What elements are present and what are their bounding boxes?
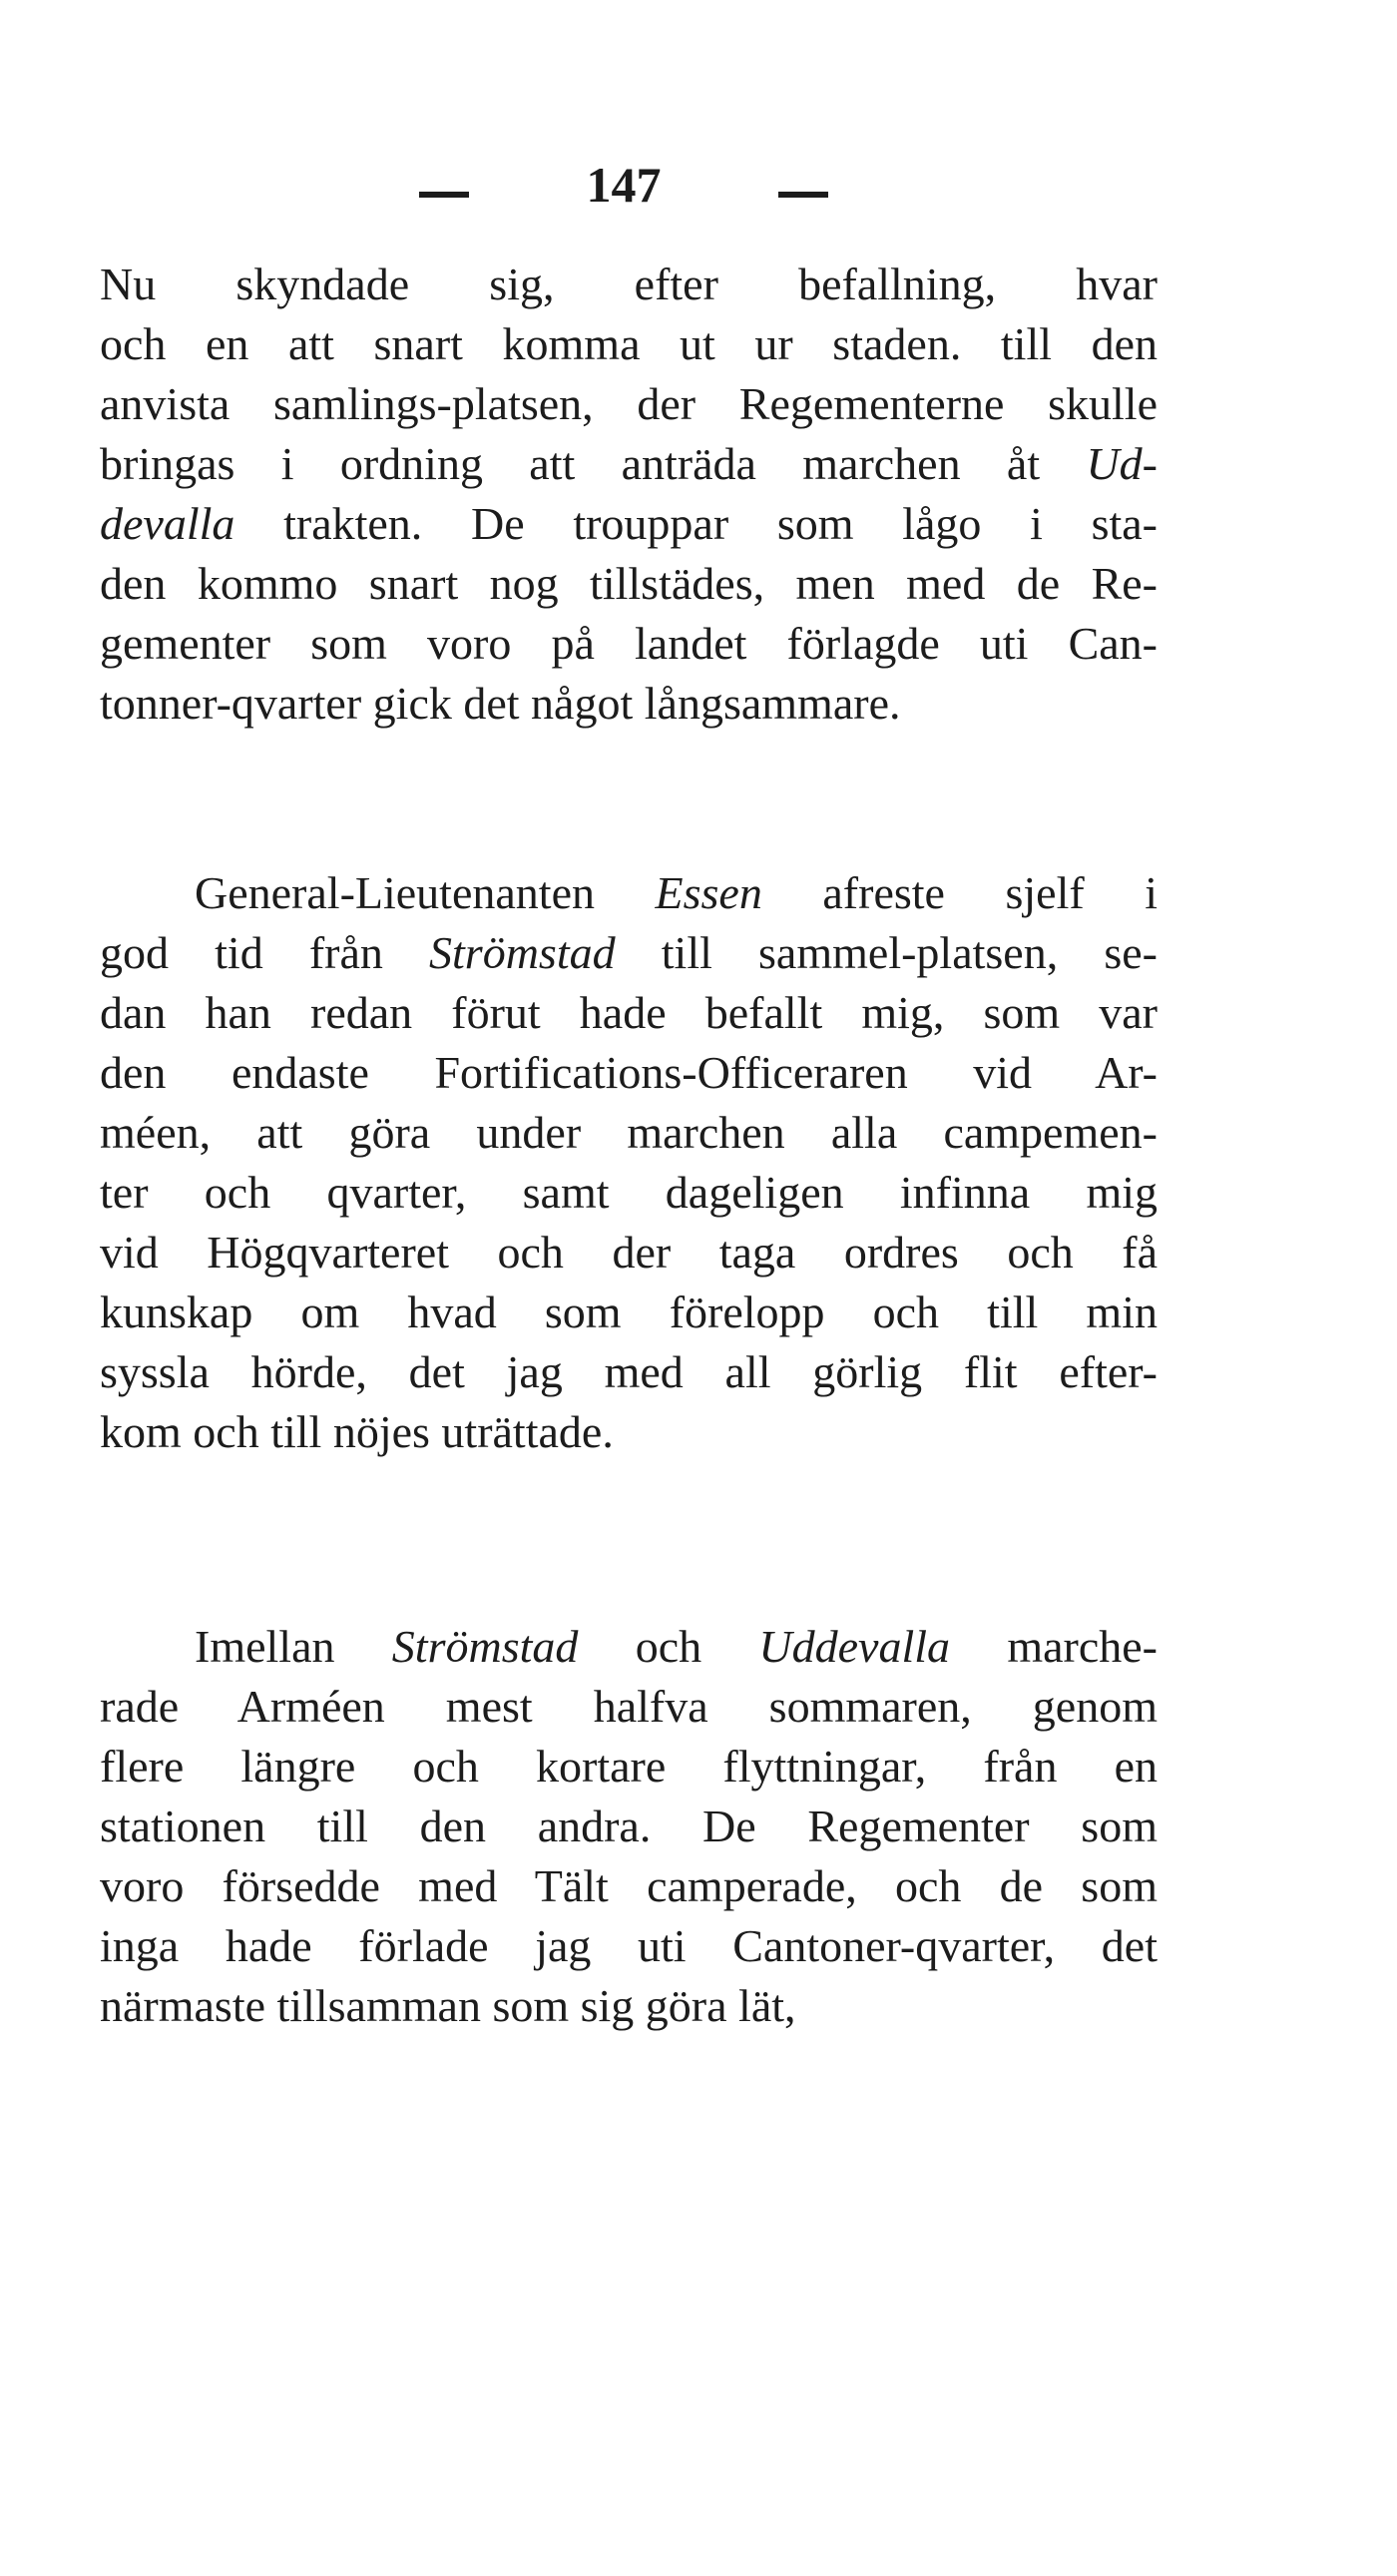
text-line: anvista samlings-platsen, der Regementerne skulle [100, 378, 1158, 429]
text-line: kunskap om hvad som förelopp och till min [100, 1287, 1158, 1337]
text-line: närmaste tillsamman som sig göra lät, [100, 1980, 796, 2031]
text-line: gementer som voro på landet förlagde uti Can- [100, 618, 1158, 669]
text-line: syssla hörde, det jag med all görlig flit efter- [100, 1346, 1158, 1397]
text-line: ter och qvarter, samt dageligen infinna mig [100, 1167, 1158, 1218]
text-line: flere längre och kortare flyttningar, från en [100, 1741, 1158, 1792]
paragraph-3 [100, 1617, 1158, 2036]
text-line: General-Lieutenanten Essen afreste sjelf i [195, 867, 1158, 918]
text-line: den endaste Fortifications-Officeraren vid Ar- [100, 1047, 1158, 1098]
text-line: devalla trakten. De trouppar som lågo i sta- [100, 498, 1158, 549]
page-number-dash-right [778, 192, 828, 198]
text-line: dan han redan förut hade befallt mig, som var [100, 987, 1158, 1038]
text-line: god tid från Strömstad till sammel-platsen, se- [100, 927, 1158, 978]
page-number: 147 [586, 157, 662, 213]
paragraph-2 [100, 863, 1158, 1462]
text-line: voro försedde med Tält camperade, och de som [100, 1860, 1158, 1911]
text-line: tonner-qvarter gick det något långsammare. [100, 678, 901, 729]
page-number-dash-left [419, 192, 469, 198]
text-line: stationen till den andra. De Regementer som [100, 1801, 1158, 1851]
text-line: Nu skyndade sig, efter befallning, hvar [100, 258, 1158, 309]
text-line: inga hade förlade jag uti Cantoner-qvarter, det [100, 1920, 1158, 1971]
text-line: den kommo snart nog tillstädes, men med de Re- [100, 558, 1158, 609]
text-line: kom och till nöjes uträttade. [100, 1406, 614, 1457]
text-line: Imellan Strömstad och Uddevalla marche- [195, 1621, 1158, 1672]
text-line: méen, att göra under marchen alla campemen- [100, 1107, 1158, 1158]
text-line: rade Arméen mest halfva sommaren, genom [100, 1681, 1158, 1732]
running-head [419, 150, 828, 220]
text-line: bringas i ordning att anträda marchen åt Ud- [100, 438, 1158, 489]
text-line: vid Högqvarteret och der taga ordres och få [100, 1227, 1158, 1278]
text-line: och en att snart komma ut ur staden. till den [100, 318, 1158, 369]
paragraph-1 [100, 255, 1158, 734]
